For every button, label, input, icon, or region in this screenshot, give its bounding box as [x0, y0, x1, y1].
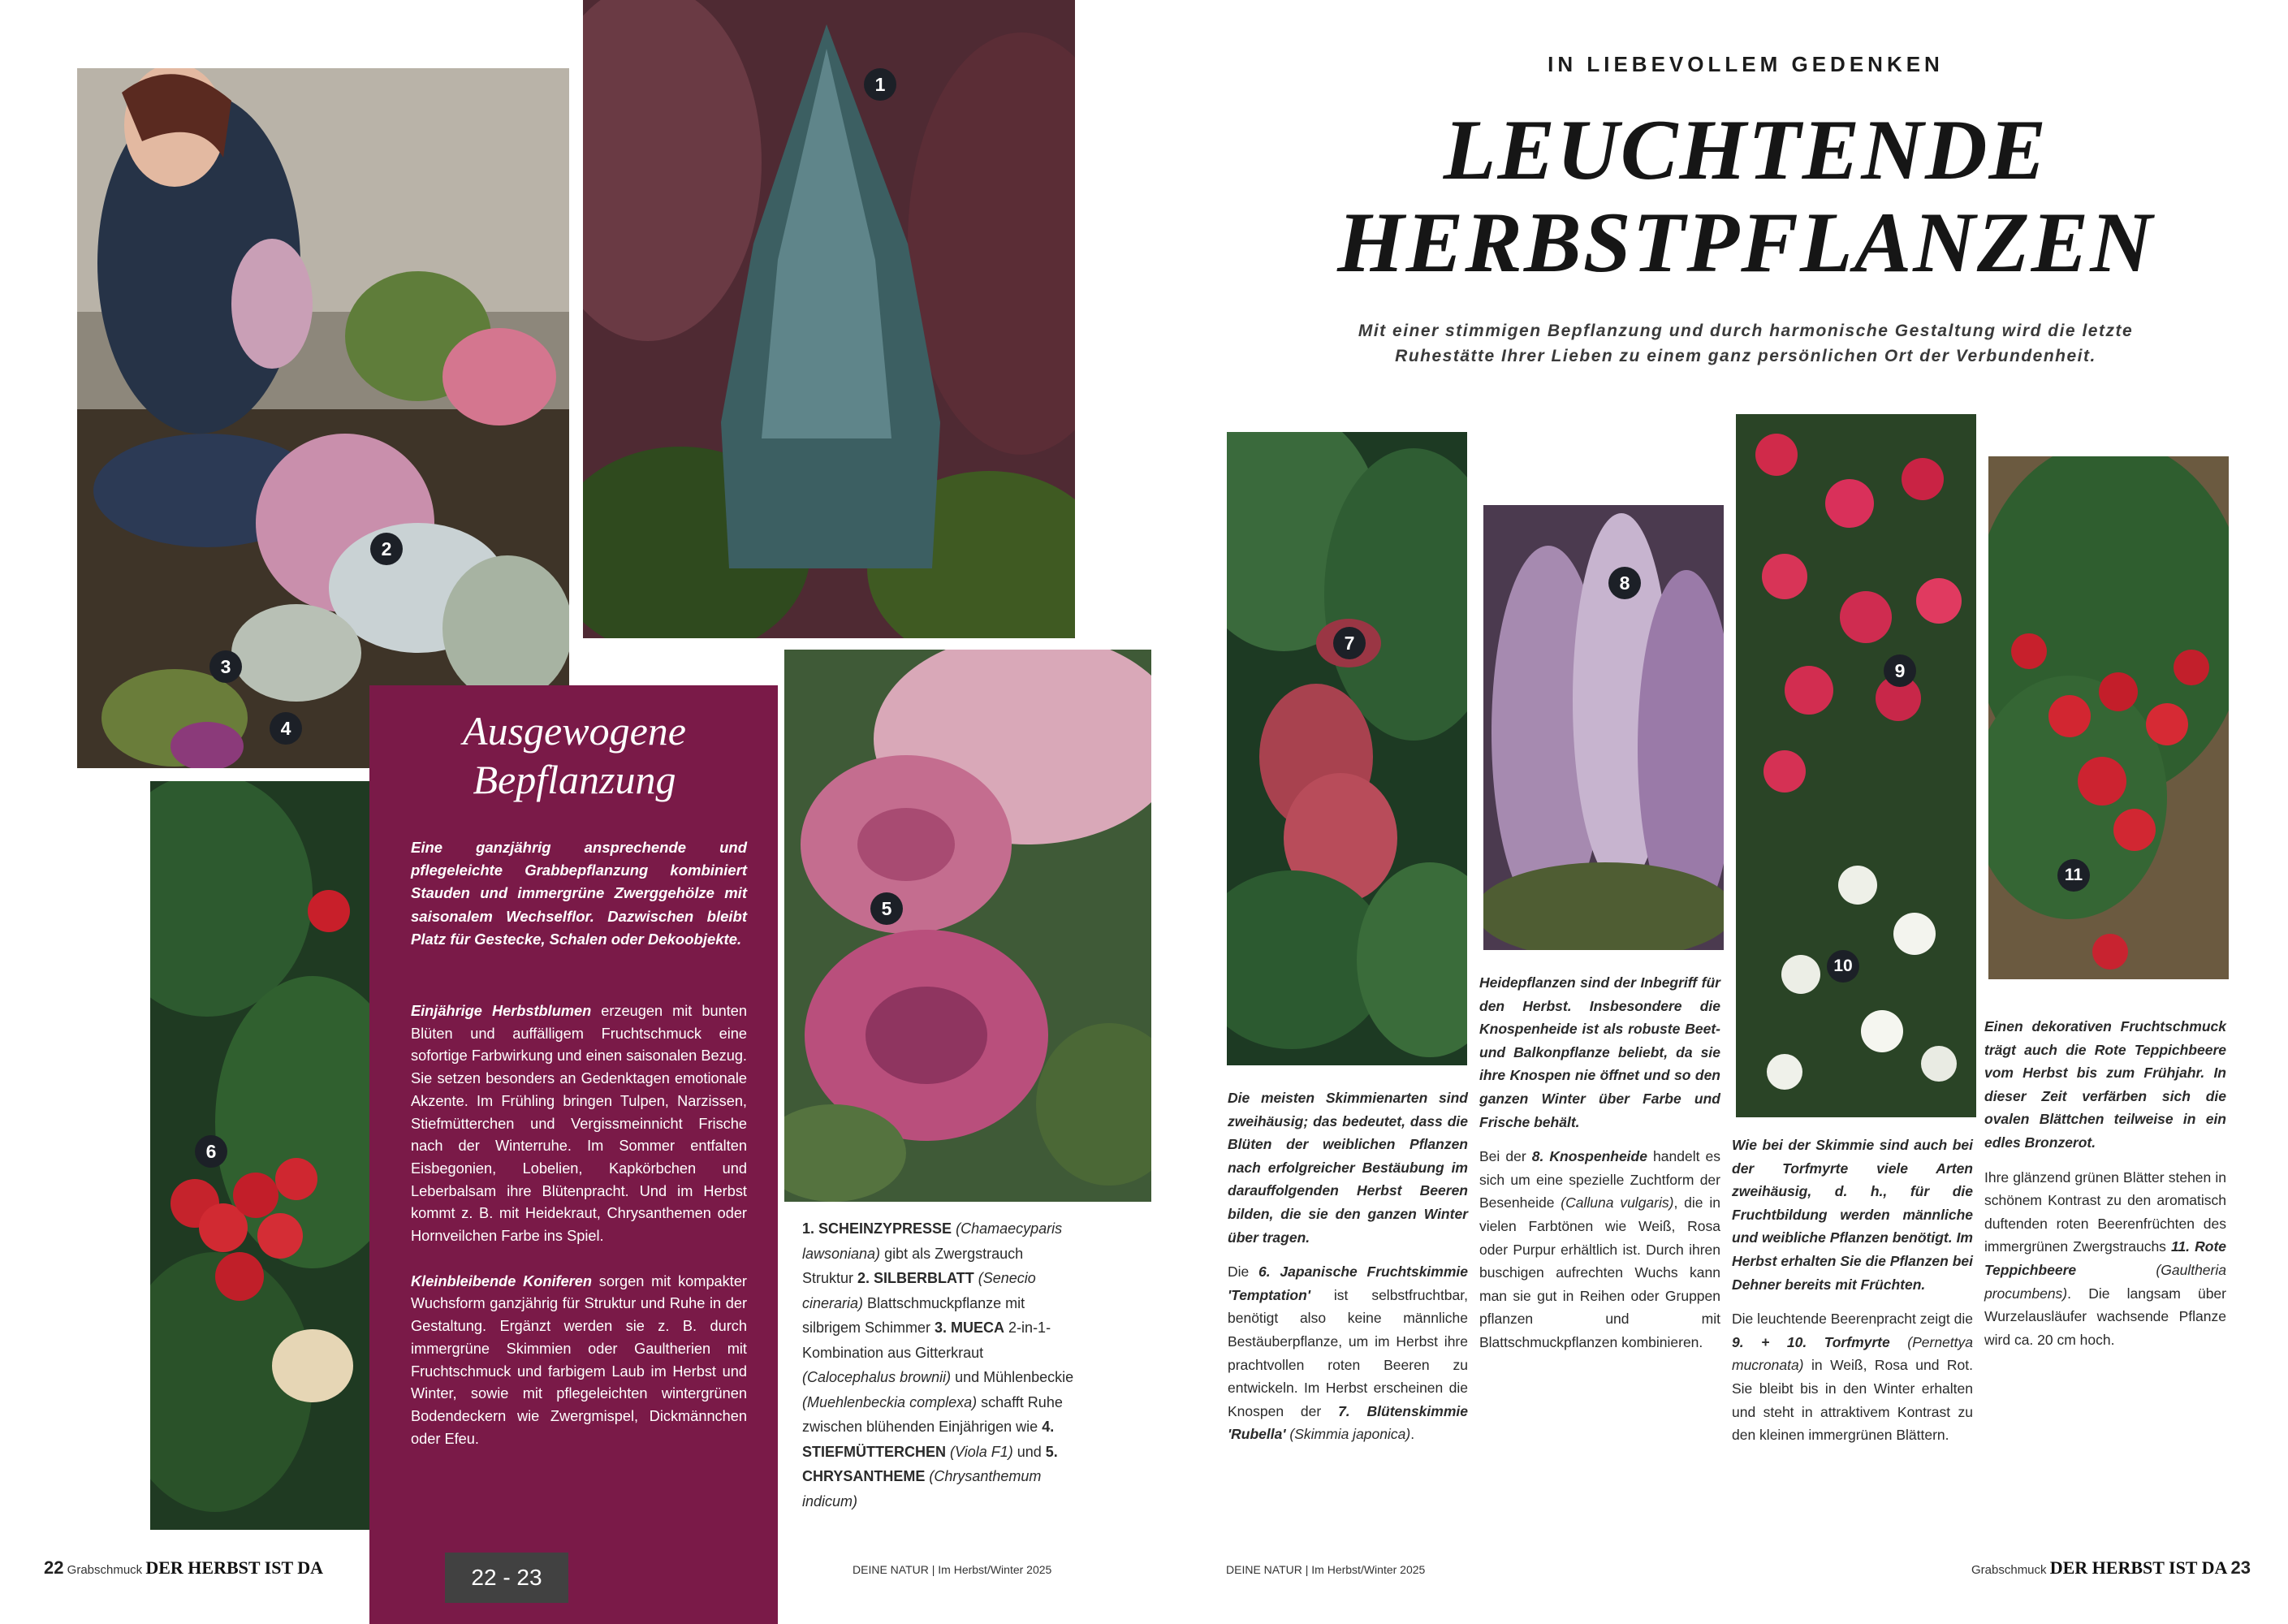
footer-right — [1971, 1557, 2251, 1579]
caption-gaultheria: Einen dekorativen Fruchtschmuck trägt auch die Rote Teppichbeere vom Herbst bis zum Frühjahr. In dieser Zeit verfärben sich die ovalen Blättchen teilweise in ein edles Bronzerot. — [1984, 1018, 2226, 1151]
number-badge-1: 1 — [864, 68, 896, 101]
page-title: LEUCHTENDE HERBSTPFLANZEN — [1337, 102, 2154, 290]
body-heather: Bei der 8. Knospenheide handelt es sich um eine spezielle Zuchtform der Besenheide (Calluna vulgaris), die in vielen Farbtönen wie Weiß, Rosa oder Purpur erhältlich ist. Durch ihren buschigen aufrechten Wuchs kann man sie gut in Reihen oder Gruppen pflanzen und mit Blattschmuckpflanzen kombinieren. — [1479, 1148, 1721, 1350]
column-pernettya — [1732, 1134, 1973, 1458]
footer-section-right: Grabschmuck — [1971, 1563, 2047, 1577]
photo-pernettya — [1736, 414, 1976, 1117]
body-gaultheria: Ihre glänzend grünen Blätter stehen in schönem Kontrast zu den aromatisch duftenden roten Beerenfrüchten des immergrünen Zwergstrauchs 11. Rote Teppichbeere (Gaultheria procumbens). Die langsam über Wurzelausläufer wachsende Pflanze wird ca. 20 cm hoch. — [1984, 1168, 2227, 1348]
number-badge-4: 4 — [270, 712, 302, 745]
caption-pernettya: Wie bei der Skimmie sind auch bei der Torfmyrte viele Arten zweihäusig, d. h., für die Fruchtbildung werden männliche und weibliche Pflanzen benötigt. Im Herbst erhalten Sie die Pflanzen bei Dehner bereits mit Früchten. — [1732, 1137, 1973, 1293]
number-badge-6: 6 — [195, 1135, 227, 1168]
photo-gardener-planting — [77, 68, 569, 768]
page-indicator-tab[interactable]: 22 - 23 — [445, 1553, 568, 1603]
footer-section-left: Grabschmuck — [67, 1563, 143, 1577]
footer-title-right: DER HERBST IST DA — [2049, 1557, 2228, 1578]
number-badge-11: 11 — [2057, 859, 2090, 892]
photo-conifer — [583, 0, 1075, 638]
photo-chrysanthemum — [784, 650, 1151, 1202]
page-number-left: 22 — [44, 1557, 64, 1578]
number-badge-3: 3 — [209, 650, 242, 683]
page-number-right: 23 — [2230, 1557, 2251, 1578]
photo-skimmia-berries — [150, 781, 369, 1530]
section-body — [411, 1000, 747, 1473]
number-badge-8: 8 — [1608, 567, 1641, 599]
number-badge-9: 9 — [1884, 654, 1916, 687]
section-title: Ausgewogene Bepflanzung — [463, 708, 686, 802]
number-badge-10: 10 — [1827, 950, 1859, 983]
body-skimmia: Die 6. Japanische Fruchtskimmie 'Temptation' ist selbstfruchtbar, benötigt also keine männliche Bestäuberpflanze, um im Herbst ihre prachtvollen roten Beeren zu entwickeln. Im Herbst erscheinen die Knospen der 7. Blütenskimmie 'Rubella' (Skimmia japonica). — [1228, 1263, 1468, 1443]
section-paragraph-1: Einjährige Herbstblumen erzeugen mit bunten Blüten und auffälligem Fruchtschmuck eine sofortige Farbwirkung und einen saisonalen Bezug. Sie setzen besonders an Gedenktagen emotionale Akzente. Im Frühling bringen Tulpen, Narzissen, Stiefmütterchen und Vergissmeinnicht Frische nach der Winterruhe. Im Sommer entfalten Eisbegonien, Lobelien, Kapkörbchen und Leberbalsam ihre Blütenpracht. Und im Herbst kommt z. B. mit Heidekraut, Chrysanthemen oder Hornveilchen Farbe ins Spiel. — [411, 1003, 748, 1245]
caption-skimmia: Die meisten Skimmienarten sind zweihäusig; das bedeutet, dass die Blüten der weiblichen Pflanzen nach erfolgreicher Bestäubung im darauffolgenden Herbst Beeren bilden, die sie den ganzen Winter über tragen. — [1228, 1090, 1468, 1246]
footer-magazine-right: DEINE NATUR | Im Herbst/Winter 2025 — [1226, 1563, 1426, 1576]
number-badge-5: 5 — [870, 892, 903, 925]
photo-skimmia-rubella — [1227, 432, 1467, 1065]
number-badge-7: 7 — [1333, 627, 1366, 659]
section-intro: Eine ganzjährig ansprechende und pflegeleichte Grabbepflanzung kombiniert Stauden und immergrüne Zwerggehölze mit saisonalem Wechselflor. Dazwischen bleibt Platz für Gestecke, Schalen oder Dekoobjekte. — [411, 839, 747, 948]
caption-heather: Heidepflanzen sind der Inbegriff für den Herbst. Insbesondere die Knospenheide ist als robuste Beet- und Balkonpflanze beliebt, da sie ihre Knospen nie öffnet und so den ganzen Winter über Farbe und Frische behält. — [1479, 974, 1720, 1130]
photo-heather — [1483, 505, 1724, 950]
photo-gaultheria — [1988, 456, 2229, 979]
footer-title-left: DER HERBST IST DA — [145, 1557, 324, 1578]
deck-text: Mit einer stimmigen Bepflanzung und durch harmonische Gestaltung wird die letzte Ruhestätte Ihrer Lieben zu einem ganz persönlichen Ort der Verbundenheit. — [1358, 322, 2134, 365]
plant-legend: 1. SCHEINZYPRESSE (Chamaecyparis lawsoniana) gibt als Zwergstrauch Struktur 2. SILBERBLATT (Senecio cineraria) Blattschmuckpflanze mit silbrigem Schimmer 3. MUECA 2-in-1-Kombination aus Gitterkraut (Calocephalus brownii) und Mühlenbeckie (Muehlenbeckia complexa) schafft Ruhe zwischen blühenden Einjährigen wie 4. STIEFMÜTTERCHEN (Viola F1) und 5. CHRYSANTHEME (Chrysanthemum indicum) — [802, 1220, 1074, 1510]
column-skimmia — [1228, 1086, 1468, 1458]
body-pernettya: Die leuchtende Beerenpracht zeigt die 9. + 10. Torfmyrte (Pernettya mucronata) in Weiß, Rosa und Rot. Sie bleibt bis in den Winter erhalten und steht in attraktivem Kontrast zu den kleinen immergrünen Blättern. — [1732, 1311, 1973, 1444]
footer-left — [44, 1557, 323, 1579]
column-gaultheria — [1984, 1015, 2226, 1363]
section-paragraph-2: Kleinbleibende Koniferen sorgen mit kompakter Wuchsform ganzjährig für Struktur und Ruhe in der Gestaltung. Ergänzt werden sie z. B. durch immergrüne Skimmien oder Gaultherien mit Fruchtschmuck und farbigem Laub im Herbst und Winter, sowie mit pflegeleichten wintergrünen Bodendeckern wie Zwergmispel, Dickmännchen oder Efeu. — [411, 1272, 747, 1447]
number-badge-2: 2 — [370, 533, 403, 565]
kicker: IN LIEBEVOLLEM GEDENKEN — [1548, 52, 1944, 76]
footer-magazine-left: DEINE NATUR | Im Herbst/Winter 2025 — [853, 1563, 1052, 1576]
column-heather — [1479, 971, 1720, 1366]
